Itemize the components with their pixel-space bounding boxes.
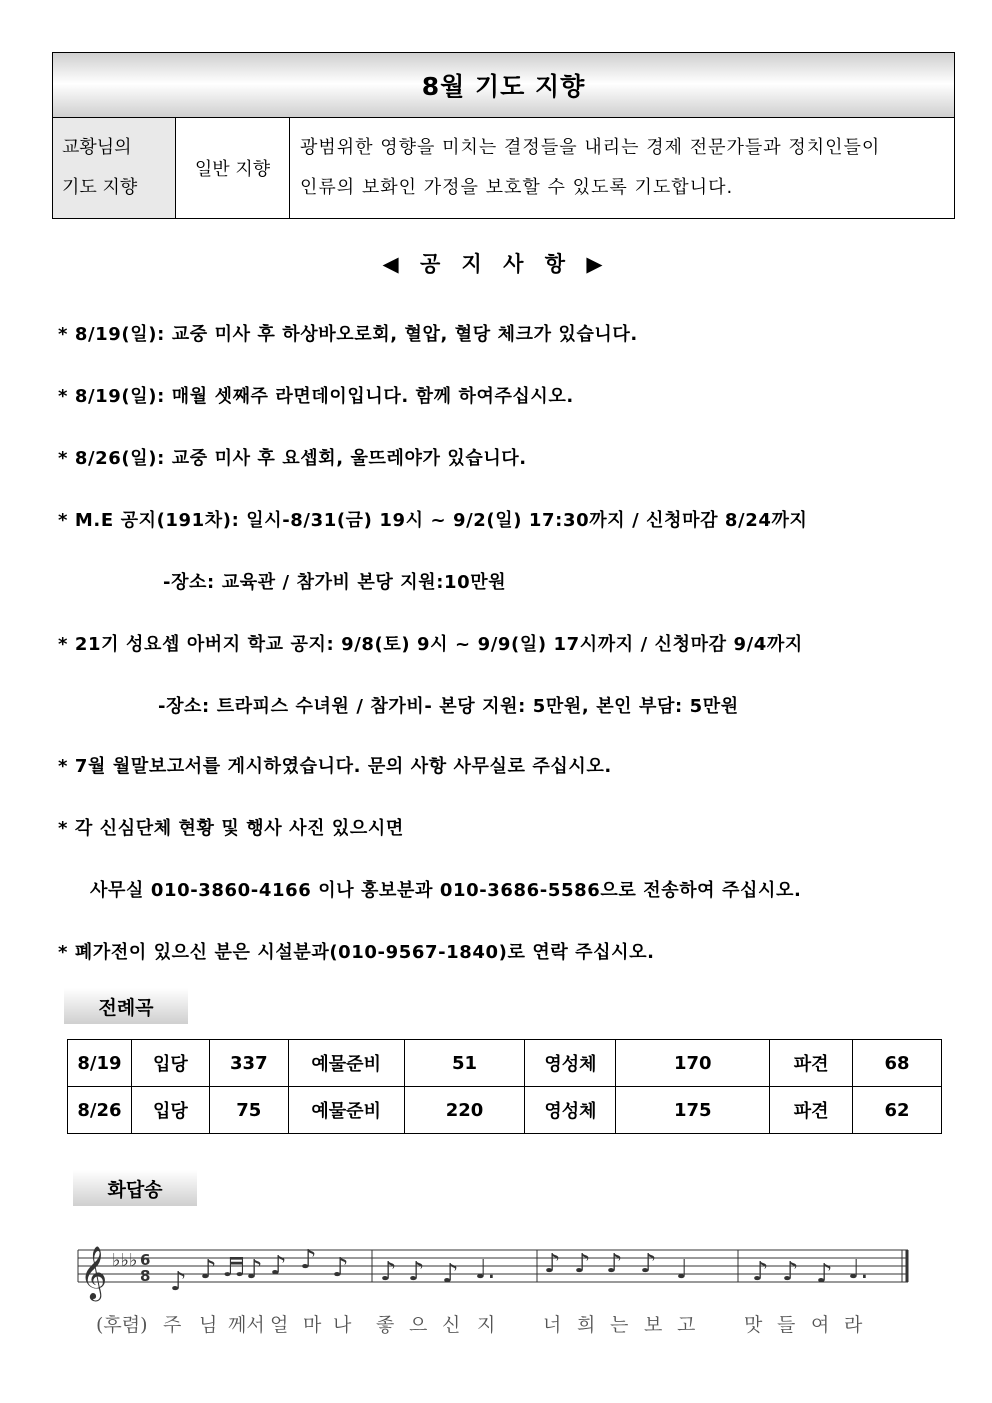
svg-text:♪: ♪ <box>606 1249 623 1279</box>
time-signature-bottom: 8 <box>140 1267 151 1285</box>
hymn-offertory-label: 예물준비 <box>288 1087 404 1134</box>
lyric-syllable: 고 <box>677 1314 696 1336</box>
prayer-intention-box <box>52 52 955 219</box>
notice-item: * 8/19(일): 매월 셋째주 라면데이입니다. 함께 하여주십시오. <box>58 386 574 407</box>
hymns-table <box>67 1039 942 1134</box>
lyric-syllable: 나 <box>333 1314 352 1336</box>
svg-text:♬: ♬ <box>222 1253 246 1283</box>
lyric-syllable: 보 <box>644 1314 663 1336</box>
svg-text:♪: ♪ <box>332 1253 349 1283</box>
flat-key-signature-icon: ♭♭♭ <box>112 1250 138 1271</box>
notice-item: * 폐가전이 있으신 분은 시설분과(010-9567-1840)로 연락 주십시오. <box>58 942 655 963</box>
svg-text:♪: ♪ <box>246 1255 263 1285</box>
lyric-syllable: 라 <box>844 1314 863 1336</box>
hymns-label: 전례곡 <box>64 988 188 1024</box>
prayer-header-cell <box>53 118 176 218</box>
lyric-syllable: 주 <box>163 1314 182 1336</box>
lyric-syllable: 님 <box>199 1314 218 1336</box>
hymn-communion-number: 175 <box>616 1087 770 1134</box>
table-row <box>68 1040 942 1087</box>
music-staff <box>70 1232 912 1308</box>
hymn-entrance-number: 75 <box>209 1087 288 1134</box>
notice-item: * 각 신심단체 현황 및 행사 사진 있으시면 <box>58 818 404 839</box>
svg-text:♪: ♪ <box>574 1249 591 1279</box>
hymn-recessional-label: 파견 <box>770 1087 853 1134</box>
svg-text:♪: ♪ <box>300 1245 317 1275</box>
prayer-title: 8월 기도 지향 <box>53 53 954 118</box>
notice-item-detail: -장소: 교육관 / 참가비 본당 지원:10만원 <box>163 572 507 593</box>
lyric-syllable: 좋 <box>376 1314 395 1336</box>
svg-text:♪: ♪ <box>200 1255 217 1285</box>
svg-text:♪: ♪ <box>170 1267 187 1297</box>
table-row <box>68 1087 942 1134</box>
prayer-text <box>290 118 954 218</box>
svg-text:♪: ♪ <box>752 1257 769 1287</box>
svg-text:♩.: ♩. <box>848 1255 869 1285</box>
notice-item: * 21기 성요셉 아버지 학교 공지: 9/8(토) 9시 ~ 9/9(일) 17시까지 / 신청마감 9/4까지 <box>58 634 803 655</box>
hymn-entrance-label: 입당 <box>131 1040 209 1087</box>
lyric-syllable: 는 <box>610 1314 629 1336</box>
lyric-syllable: 으 <box>409 1314 428 1336</box>
notice-item: * 7월 월말보고서를 게시하였습니다. 문의 사항 사무실로 주십시오. <box>58 756 612 777</box>
hymn-entrance-number: 337 <box>209 1040 288 1087</box>
notes-group <box>170 1245 869 1297</box>
lyric-syllable: 너 <box>543 1314 562 1336</box>
hymn-recessional-number: 62 <box>853 1087 942 1134</box>
svg-text:♪: ♪ <box>640 1249 657 1279</box>
svg-text:♪: ♪ <box>270 1251 287 1281</box>
hymn-offertory-number: 51 <box>404 1040 525 1087</box>
hymn-communion-number: 170 <box>616 1040 770 1087</box>
prayer-kind: 일반 지향 <box>176 118 290 218</box>
notice-title: ◀ 공 지 사 항 ▶ <box>382 252 610 276</box>
notice-item: * 8/19(일): 교중 미사 후 하상바오로회, 혈압, 혈당 체크가 있습니다. <box>58 324 638 345</box>
lyric-syllable: 맛 <box>744 1314 763 1336</box>
svg-text:♩.: ♩. <box>475 1255 496 1285</box>
prayer-header-line2: 기도 지향 <box>62 177 138 198</box>
lyric-syllable: (후렴) <box>96 1314 148 1336</box>
svg-text:♪: ♪ <box>544 1249 561 1279</box>
hymn-communion-label: 영성체 <box>525 1087 616 1134</box>
hymn-entrance-label: 입당 <box>131 1087 209 1134</box>
lyric-syllable: 마 <box>303 1314 322 1336</box>
time-signature-top: 6 <box>140 1251 151 1269</box>
notice-item: * M.E 공지(191차): 일시-8/31(금) 19시 ~ 9/2(일) 17:30까지 / 신청마감 8/24까지 <box>58 510 808 531</box>
prayer-text-line1: 광범위한 영향을 미치는 결정들을 내리는 경제 전문가들과 정치인들이 <box>300 137 881 158</box>
svg-text:♪: ♪ <box>408 1257 425 1287</box>
notice-item-detail: 사무실 010-3860-4166 이나 홍보분과 010-3686-5586으로 전송하여 주십시오. <box>90 880 802 901</box>
lyric-syllable: 지 <box>477 1314 496 1336</box>
prayer-text-line2: 인류의 보화인 가정을 보호할 수 있도록 기도합니다. <box>300 177 734 198</box>
svg-text:♪: ♪ <box>782 1257 799 1287</box>
hymn-recessional-label: 파견 <box>770 1040 853 1087</box>
prayer-header-line1: 교황님의 <box>62 137 132 158</box>
notice-item-detail: -장소: 트라피스 수녀원 / 참가비- 본당 지원: 5만원, 본인 부담: 5만원 <box>158 696 739 717</box>
hymn-date: 8/26 <box>68 1087 132 1134</box>
lyric-syllable: 신 <box>442 1314 461 1336</box>
prayer-row <box>53 118 954 218</box>
lyric-syllable: 들 <box>777 1314 796 1336</box>
psalm-label: 화답송 <box>73 1170 197 1206</box>
hymn-offertory-number: 220 <box>404 1087 525 1134</box>
lyric-syllable: 희 <box>577 1314 596 1336</box>
lyric-syllable: 께서 <box>228 1314 265 1336</box>
svg-text:♩: ♩ <box>676 1255 689 1285</box>
hymn-communion-label: 영성체 <box>525 1040 616 1087</box>
hymn-recessional-number: 68 <box>853 1040 942 1087</box>
svg-text:♪: ♪ <box>816 1259 833 1289</box>
hymn-date: 8/19 <box>68 1040 132 1087</box>
notice-item: * 8/26(일): 교중 미사 후 요셉회, 울뜨레야가 있습니다. <box>58 448 527 469</box>
treble-clef-icon: 𝄞 <box>80 1245 108 1299</box>
lyric-syllable: 얼 <box>270 1314 289 1336</box>
svg-text:♪: ♪ <box>380 1257 397 1287</box>
svg-text:♪: ♪ <box>442 1259 459 1289</box>
hymn-offertory-label: 예물준비 <box>288 1040 404 1087</box>
lyric-syllable: 여 <box>811 1314 830 1336</box>
